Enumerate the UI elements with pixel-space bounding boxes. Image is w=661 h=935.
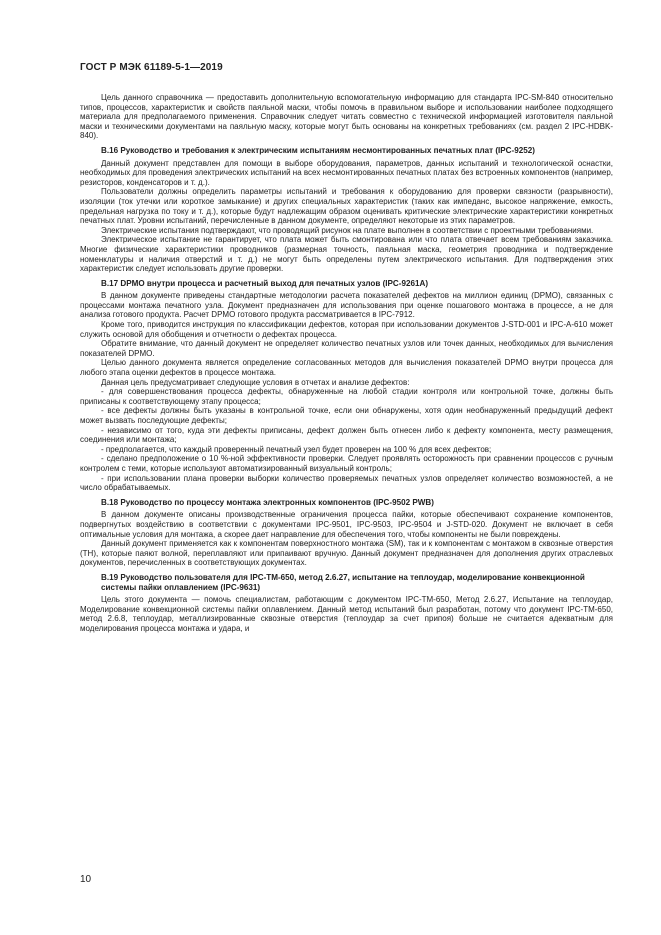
paragraph: Цель этого документа — помочь специалистам, работающим с документом IPC-TM-650, Метод 2.6.27, Испытание на теплоудар, Моделирование конвекционной системы пайки оплавлением. Данный метод испытаний был разработан, потому что документ IPC-TM-650, метод 2.6.8, теплоудар, металлизированные сквозные отверстия (теплоудар за счет припоя) больше не считается адекватным для моделирования процесса монтажа и удара, и xyxy=(80,595,613,633)
list-item: - все дефекты должны быть указаны в контрольной точке, если они обнаружены, хотя один необнаруженный предыдущий дефект может вызвать последующие дефекты; xyxy=(80,406,613,425)
section-heading-b19: В.19 Руководство пользователя для IPC-TM-650, метод 2.6.27, испытание на теплоудар, моделирование конвекционной системы пайки оплавлением (IPC-9631) xyxy=(101,572,585,592)
paragraph: Кроме того, приводится инструкция по классификации дефектов, которая при использовании документов J-STD-001 и IPC-A-610 может служить основой для обобщения и отчетности о дефектах процесса. xyxy=(80,320,613,339)
paragraph: В данном документе приведены стандартные методологии расчета показателей дефектов на миллион единиц (DPMO), связанных с процессами монтажа печатного узла. Документ предназначен для использования при оценке пошагового монтажа в процессе, а не для анализа готового продукта. Расчет DPMO готового продукта рассматривается в IPC-7912. xyxy=(80,291,613,320)
document-header: ГОСТ Р МЭК 61189-5-1—2019 xyxy=(80,62,223,73)
paragraph: Данный документ применяется как к компонентам поверхностного монтажа (SM), так и к компонентам с монтажом в сквозные отверстия (TH), которые паяют волной, переплавляют или припаивают вручную. Данный документ предназначен для дополнения других отраслевых документов, перечисленных в соответствующих документах. xyxy=(80,539,613,568)
paragraph: Обратите внимание, что данный документ не определяет количество печатных узлов или точек данных, необходимых для вычисления показателей DPMO. xyxy=(80,339,613,358)
list-item: - предполагается, что каждый проверенный печатный узел будет проверен на 100 % для всех дефектов; xyxy=(101,444,492,454)
paragraph: Электрическое испытание не гарантирует, что плата может быть смонтирована или что плата отвечает всем требованиям заказчика. Многие физические характеристики проводников (размерная точность, паяльная маска, геометрия проводника и подтверждение номенклатуры и наличия отверстий и т. д.) не могут быть определены путем электрического испытания. Для подтверждения этих характеристик следует использовать другие проверки. xyxy=(80,235,613,274)
paragraph: Электрические испытания подтверждают, что проводящий рисунок на плате выполнен в соответствии с проектными требованиями. xyxy=(101,225,594,235)
page-number: 10 xyxy=(80,874,92,885)
list-item: - сделано предположение о 10 %-ной эффективности проверки. Следует проявлять осторожность при сравнении процессов с ручным контролем с теми, которые используют автоматизированный визуальный контроль; xyxy=(80,454,613,473)
list-item: - для совершенствования процесса дефекты, обнаруженные на любой стадии контроля или контрольной точке, должны быть приписаны к соответствующему этапу процесса; xyxy=(80,387,613,406)
section-heading-b16: В.16 Руководство и требования к электрическим испытаниям несмонтированных печатных плат (IPC-9252) xyxy=(101,145,535,155)
page-content xyxy=(80,93,613,633)
list-item: - при использовании плана проверки выборки количество проверяемых печатных узлов определяет количество возможностей, а не число обрабатываемых. xyxy=(80,473,613,493)
paragraph: Данный документ представлен для помощи в выборе оборудования, параметров, данных испытаний и технологической оснастки, необходимых для проведения электрических испытаний на всех несмонтированных печатных платах без встроенных компонентов (например, резисторов, конденсаторов и т. д.). xyxy=(80,158,613,187)
intro-paragraph: Цель данного справочника — предоставить дополнительную вспомогательную информацию для стандарта IPC-SM-840 относительно типов, процессов, характеристик и свойств паяльной маски, чтобы помочь в правильном выборе и использовании наиболее подходящего материала для предполагаемого применения. Справочник следует читать совместно с технической информацией изготовителя паяльной маски и техническими документами на паяльную маску, которые могут быть основаны на конкретных требованиях (см. раздел 2 IPC-HDBK-840). xyxy=(80,93,613,141)
paragraph: Пользователи должны определить параметры испытаний и требования к оборудованию для проверки связности (разрывности), изоляции (ток утечки или короткое замыкание) и других специальных характеристик (таких как импеданс, высокое напряжение, емкость, предельная нагрузка по току и т. д.), которые будут надлежащим образом оценивать критические электрические характеристики конкретных печатных плат. Уровни испытаний, перечисленные в данном документе, определяют некоторые из этих параметров. xyxy=(80,187,613,226)
paragraph: Данная цель предусматривает следующие условия в отчетах и анализе дефектов: xyxy=(101,377,410,387)
paragraph: В данном документе описаны производственные ограничения процесса пайки, которые обеспечивают сохранение компонентов, подвергнутых воздействию в соответствии с документами IPC-9501, IPC-9503, IPC-9504 и J-STD-020. Документ не включает в себя оптимальные условия для монтажа, а скорее дает направление для обеспечения того, чтобы компоненты не были повреждены. xyxy=(80,510,613,539)
paragraph: Целью данного документа является определение согласованных методов для вычисления показателей DPMO внутри процесса для любого этапа оценки дефектов в процессе монтажа. xyxy=(80,358,613,378)
list-item: - независимо от того, куда эти дефекты приписаны, дефект должен быть отнесен либо к дефекту компонента, месту размещения, соединения или монтажа; xyxy=(80,425,613,445)
section-heading-b17: В.17 DPMO внутри процесса и расчетный выход для печатных узлов (IPC-9261A) xyxy=(101,278,429,288)
section-heading-b18: В.18 Руководство по процессу монтажа электронных компонентов (IPC-9502 PWB) xyxy=(101,497,434,507)
